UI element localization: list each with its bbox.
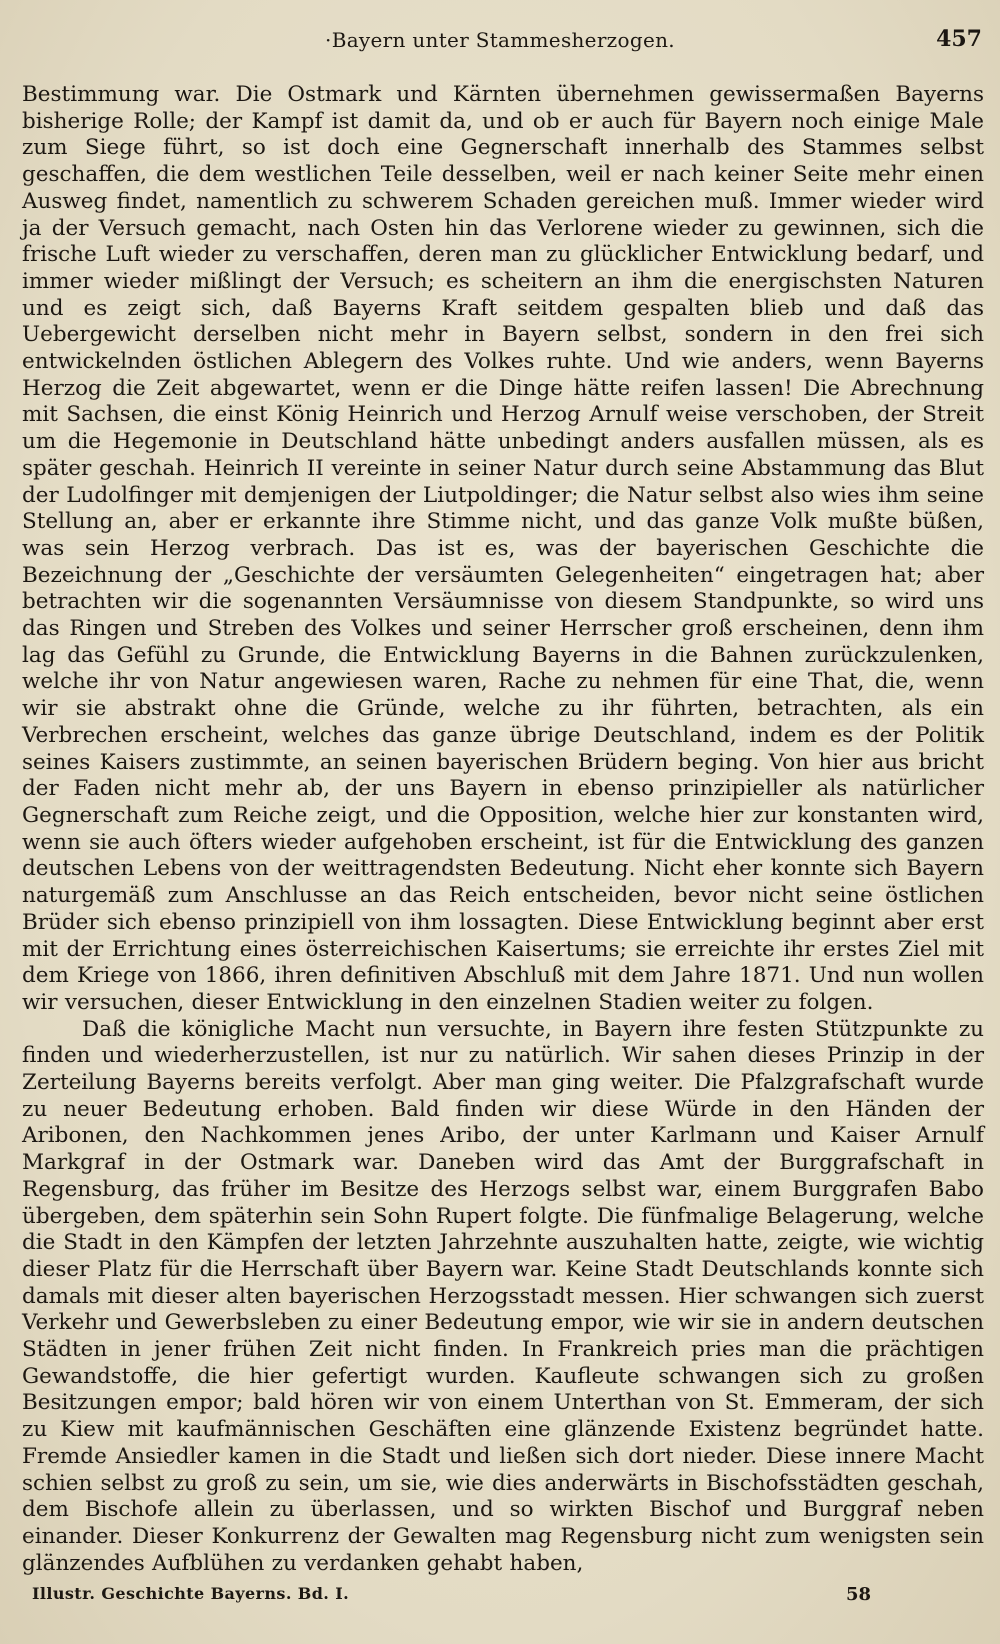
page-number: 457	[936, 26, 982, 52]
running-title: ·Bayern unter Stammesherzogen.	[325, 28, 675, 52]
printer-signature: 58	[846, 1584, 872, 1605]
paragraph-continued: Bestimmung war. Die Ostmark und Kärnten übernehmen gewissermaßen Bayerns bisherige Rolle; der Kampf ist damit da, und ob er auch für Bayern noch einige Male zum Siege führt, so ist doch eine Gegnerschaft innerhalb des Stammes selbst geschaffen, die dem westlichen Teile desselben, weil er nach keiner Seite mehr einen Ausweg findet, namentlich zu schwerem Schaden gereichen muß. Immer wieder wird ja der Versuch gemacht, nach Osten hin das Verlorene wieder zu gewinnen, sich die frische Luft wieder zu verschaffen, deren man zu glücklicher Entwicklung bedarf, und immer wieder mißlingt der Versuch; es scheitern an ihm die energischsten Naturen und es zeigt sich, daß Bayerns Kraft seitdem gespalten blieb und daß das Uebergewicht derselben nicht mehr in Bayern selbst, sondern in den frei sich entwickelnden östlichen Ablegern des Volkes ruhte. Und wie anders, wenn Bayerns Herzog die Zeit abgewartet, wenn er die Dinge hätte reifen lassen! Die Abrechnung mit Sachsen, die einst König Heinrich und Herzog Arnulf weise verschoben, der Streit um die Hegemonie in Deutschland hätte unbedingt anders ausfallen müssen, als es später geschah. Heinrich II vereinte in seiner Natur durch seine Abstammung das Blut der Ludolfinger mit demjenigen der Liutpoldinger; die Natur selbst also wies ihm seine Stellung an, aber er erkannte ihre Stimme nicht, und das ganze Volk mußte büßen, was sein Herzog verbrach. Das ist es, was der bayerischen Geschichte die Bezeichnung der „Geschichte der versäumten Gelegenheiten“ eingetragen hat; aber betrachten wir die sogenannten Versäumnisse von diesem Standpunkte, so wird uns das Ringen und Streben des Volkes und seiner Herrscher groß erscheinen, denn ihm lag das Gefühl zu Grunde, die Entwicklung Bayerns in die Bahnen zurückzulenken, welche ihr von Natur angewiesen waren, Rache zu nehmen für eine That, die, wenn wir sie abstrakt ohne die Gründe, welche zu ihr führten, betrachten, als ein Verbrechen erscheint, welches das ganze übrige Deutschland, indem es der Politik seines Kaisers zustimmte, an seinen bayerischen Brüdern beging. Von hier aus bricht der Faden nicht mehr ab, der uns Bayern in ebenso prinzipieller als natürlicher Gegnerschaft zum Reiche zeigt, und die Opposition, welche hier zur konstanten wird, wenn sie auch öfters wieder aufgehoben erscheint, ist für die Entwicklung des ganzen deutschen Lebens von der weittragendsten Bedeutung. Nicht eher konnte sich Bayern naturgemäß zum Anschlusse an das Reich entscheiden, bevor nicht seine östlichen Brüder sich ebenso prinzipiell von ihm lossagten. Diese Entwicklung beginnt aber erst mit der Errichtung eines österreichischen Kaisertums; sie erreichte ihr erstes Ziel mit dem Kriege von 1866, ihren definitiven Abschluß mit dem Jahre 1871. Und nun wollen wir versuchen, dieser Entwicklung in den einzelnen Stadien weiter zu folgen.	[22, 82, 984, 1015]
page-footer	[0, 1584, 1000, 1614]
footer-source: Illustr. Geschichte Bayerns. Bd. I.	[32, 1584, 350, 1603]
running-head	[0, 28, 1000, 58]
paragraph: Daß die königliche Macht nun versuchte, in Bayern ihre festen Stützpunkte zu finden und wiederherzustellen, ist nur zu natürlich. Wir sahen dieses Prinzip in der Zerteilung Bayerns bereits verfolgt. Aber man ging weiter. Die Pfalzgrafschaft wurde zu neuer Bedeutung erhoben. Bald finden wir diese Würde in den Händen der Aribonen, den Nachkommen jenes Aribo, der unter Karlmann und Kaiser Arnulf Markgraf in der Ostmark war. Daneben wird das Amt der Burggrafschaft in Regensburg, das früher im Besitze des Herzogs selbst war, einem Burggrafen Babo übergeben, dem späterhin sein Sohn Rupert folgte. Die fünfmalige Belagerung, welche die Stadt in den Kämpfen der letzten Jahrzehnte auszuhalten hatte, zeigte, wie wichtig dieser Platz für die Herrschaft über Bayern war. Keine Stadt Deutschlands konnte sich damals mit dieser alten bayerischen Herzogsstadt messen. Hier schwangen sich zuerst Verkehr und Gewerbsleben zu einer Bedeutung empor, wie wir sie in andern deutschen Städten in jener frühen Zeit nicht finden. In Frankreich pries man die prächtigen Gewandstoffe, die hier gefertigt wurden. Kaufleute schwangen sich zu großen Besitzungen empor; bald hören wir von einem Unterthan von St. Emmeram, der sich zu Kiew mit kaufmännischen Geschäften eine glänzende Existenz begründet hatte. Fremde Ansiedler kamen in die Stadt und ließen sich dort nieder. Diese innere Macht schien selbst zu groß zu sein, um sie, wie dies anderwärts in Bischofsstädten geschah, dem Bischofe allein zu überlassen, und so wirkten Bischof und Burggraf neben einander. Dieser Konkurrenz der Gewalten mag Regensburg nicht zum wenigsten sein glänzendes Aufblühen zu verdanken gehabt haben,	[22, 1016, 984, 1576]
body-text	[22, 82, 984, 1577]
